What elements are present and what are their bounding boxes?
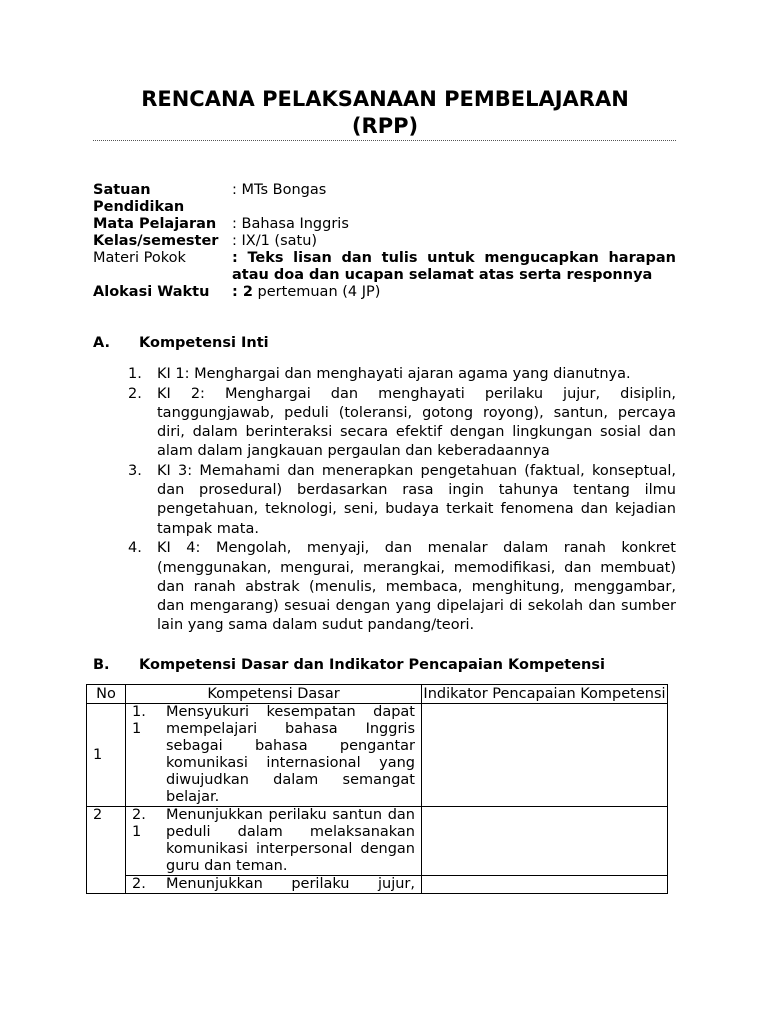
ki-item xyxy=(128,365,676,384)
header-no: No xyxy=(87,685,126,704)
section-b-title: Kompetensi Dasar dan Indikator Pencapaian Kompetensi xyxy=(139,657,605,673)
kelas-label: Kelas/semester xyxy=(93,233,219,249)
ki-item xyxy=(128,462,676,539)
kd-cell xyxy=(126,704,422,807)
kd-number: 1. 1 xyxy=(132,704,146,737)
header-indikator: Indikator Pencapaian Kompetensi xyxy=(423,686,666,702)
section-a-heading xyxy=(93,335,269,351)
ki-item-text: KI 1: Menghargai dan menghayati ajaran agama yang dianutnya. xyxy=(157,366,631,382)
kd-table-header-row xyxy=(87,685,668,704)
title-divider xyxy=(93,140,676,141)
title-line-2: (RPP) xyxy=(351,114,419,138)
section-b-heading xyxy=(93,657,605,673)
alokasi-label: Alokasi Waktu xyxy=(93,284,210,300)
alokasi-value-rest: pertemuan (4 JP) xyxy=(252,284,381,300)
table-row xyxy=(87,704,668,807)
table-row xyxy=(87,807,668,876)
satuan-label: Satuan Pendidikan xyxy=(93,182,185,215)
indikator-cell xyxy=(422,807,668,876)
info-row-mapel xyxy=(93,216,676,233)
document-title xyxy=(90,86,680,140)
materi-value: : Teks lisan dan tulis untuk mengucapkan harapan atau doa dan ucapan selamat atas serta responnya xyxy=(232,250,676,283)
section-a-title: Kompetensi Inti xyxy=(139,335,269,351)
ki-item-text: KI 2: Menghargai dan menghayati perilaku jujur, disiplin, tanggungjawab, peduli (toleransi, gotong royong), santun, percaya diri, dalam berinteraksi secara efektif dengan lingkungan sosial dan alam dalam jangkauan pergaulan dan keberadaannya xyxy=(157,385,676,460)
alokasi-value xyxy=(232,284,676,301)
kd-number: 2. xyxy=(132,876,146,892)
kd-number: 2. 1 xyxy=(132,807,146,840)
mapel-value: : Bahasa Inggris xyxy=(232,216,349,232)
identity-block xyxy=(93,182,676,301)
kd-text: Menunjukkan perilaku jujur, xyxy=(166,876,415,892)
kelas-value: : IX/1 (satu) xyxy=(232,233,318,249)
title-line-1: RENCANA PELAKSANAAN PEMBELAJARAN xyxy=(141,87,629,111)
mapel-label: Mata Pelajaran xyxy=(93,216,217,232)
ki-list xyxy=(128,365,676,636)
section-b-letter: B. xyxy=(93,657,110,673)
info-row-kelas xyxy=(93,233,676,250)
indikator-cell xyxy=(422,876,668,894)
kd-table xyxy=(86,684,668,894)
satuan-value: : MTs Bongas xyxy=(232,182,327,198)
section-a-letter: A. xyxy=(93,335,110,351)
ki-item-number: 4. xyxy=(128,540,142,557)
ki-item-number: 2. xyxy=(128,385,142,402)
ki-item-text: KI 4: Mengolah, menyaji, dan menalar dalam ranah konkret (menggunakan, mengurai, merangkai, memodifikasi, dan membuat) dan ranah abstrak (menulis, membaca, menghitung, menggambar, dan mengarang) sesuai dengan yang dipelajari di sekolah dan sumber lain yang sama dalam sudut pandang/teori. xyxy=(157,540,676,634)
alokasi-value-bold: : 2 xyxy=(232,284,253,300)
row-number: 2 xyxy=(87,807,126,894)
ki-item xyxy=(128,385,676,462)
header-kompetensi-dasar: Kompetensi Dasar xyxy=(126,685,422,704)
kd-text: Menunjukkan perilaku santun dan peduli dalam melaksanakan komunikasi interpersonal dengan guru dan teman. xyxy=(166,807,415,874)
ki-item-text: KI 3: Memahami dan menerapkan pengetahuan (faktual, konseptual, dan prosedural) berdasarkan rasa ingin tahunya tentang ilmu pengetahuan, teknologi, seni, budaya terkait fenomena dan kejadian tampak mata. xyxy=(157,463,676,537)
info-row-materi xyxy=(93,250,676,284)
table-row xyxy=(87,876,668,894)
info-row-satuan xyxy=(93,182,676,216)
info-row-alokasi xyxy=(93,284,676,301)
ki-item-number: 3. xyxy=(128,463,142,480)
indikator-cell xyxy=(422,704,668,807)
ki-item-number: 1. xyxy=(128,366,142,382)
row-number: 1 xyxy=(87,704,126,807)
kd-text: Mensyukuri kesempatan dapat mempelajari bahasa Inggris sebagai bahasa pengantar komunikasi internasional yang diwujudkan dalam semangat belajar. xyxy=(166,704,415,805)
kd-cell xyxy=(126,876,422,894)
ki-item xyxy=(128,539,676,635)
materi-label: Materi Pokok xyxy=(93,250,186,266)
kd-cell xyxy=(126,807,422,876)
